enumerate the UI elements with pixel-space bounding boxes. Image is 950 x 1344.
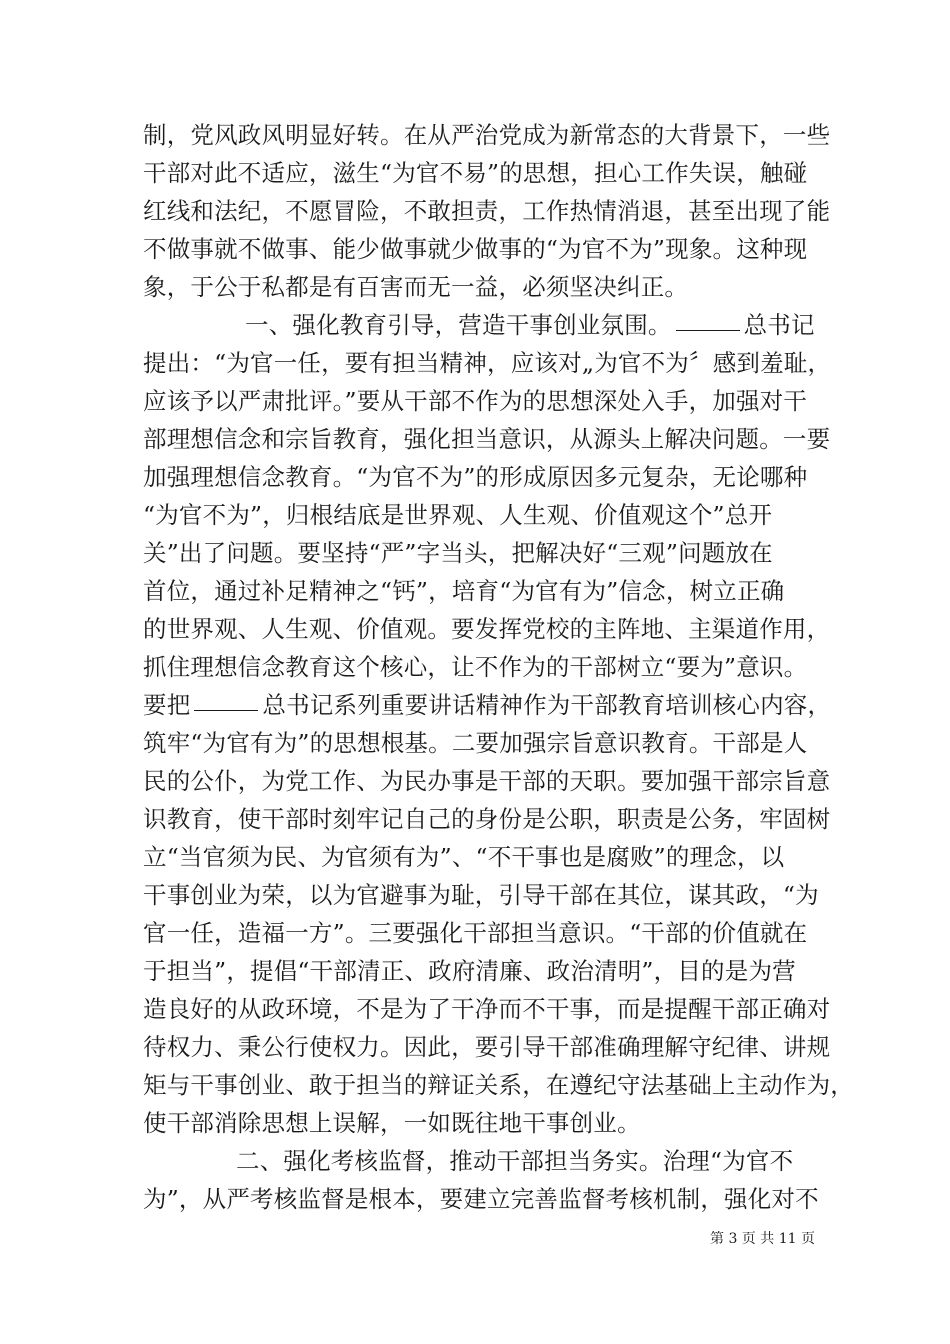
paragraph-text: 总书记系列重要讲话精神作为干部教育培训核心内容， (262, 691, 832, 719)
paragraph-line: 提出：“为官一任，要有担当精神，应该对„为官不为〞感到羞耻， (143, 349, 832, 377)
paragraph-text: 要把 (143, 691, 191, 719)
paragraph-line: 首位，通过补足精神之“钙”，培育“为官有为”信念，树立正确 (143, 577, 785, 605)
paragraph-line: 抓住理想信念教育这个核心，让不作为的干部树立“要为”意识。 (143, 653, 808, 681)
paragraph-line: 的世界观、人生观、价值观。要发挥党校的主阵地、主渠道作用， (143, 615, 831, 643)
paragraph-line: 矩与干事创业、敢于担当的辩证关系，在遵纪守法基础上主动作为， (143, 1071, 854, 1099)
paragraph-line: 不做事就不做事、能少做事就少做事的“为官不为”现象。这种现 (143, 235, 808, 263)
paragraph-line: 制，党风政风明显好转。在从严治党成为新常态的大背景下，一些 (143, 121, 831, 149)
section-two-heading: 二、强化考核监督，推动干部担当务实。治理“为官不 (236, 1147, 794, 1175)
paragraph-line: 干部对此不适应，滋生“为官不易”的思想，担心工作失误，触碰 (143, 159, 808, 187)
paragraph-line: 造良好的从政环境，不是为了干净而不干事，而是提醒干部正确对 (143, 995, 831, 1023)
paragraph-line (143, 691, 832, 719)
paragraph-line: 红线和法纪，不愿冒险，不敢担责，工作热情消退，甚至出现了能 (143, 197, 831, 225)
paragraph-line: 识教育，使干部时刻牢记自己的身份是公职，职责是公务，牢固树 (143, 805, 831, 833)
blank-underline (194, 709, 258, 711)
section-heading-line (245, 311, 925, 339)
paragraph-line: “为官不为”，归根结底是世界观、人生观、价值观这个”总开 (143, 501, 773, 529)
paragraph-line: 民的公仆，为党工作、为民办事是干部的天职。要加强干部宗旨意 (143, 767, 831, 795)
paragraph-line: 加强理想信念教育。“为官不为”的形成原因多元复杂，无论哪种 (143, 463, 808, 491)
paragraph-line: 部理想信念和宗旨教育，强化担当意识，从源头上解决问题。一要 (143, 425, 831, 453)
paragraph-line: 关”出了问题。要坚持“严”字当头，把解决好“三观”问题放在 (143, 539, 773, 567)
page-number: 第 3 页 共 11 页 (710, 1231, 815, 1247)
paragraph-text: 总书记 (743, 311, 815, 339)
paragraph-line: 干事创业为荣，以为官避事为耻，引导干部在其位，谋其政，“为 (143, 881, 819, 909)
paragraph-line: 立“当官须为民、为官须有为”、“不干事也是腐败”的理念，以 (143, 843, 785, 871)
blank-underline (676, 329, 740, 331)
paragraph-line: 筑牢“为官有为”的思想根基。二要加强宗旨意识教育。干部是人 (143, 729, 808, 757)
paragraph-line: 为”，从严考核监督是根本，要建立完善监督考核机制，强化对不 (143, 1185, 819, 1213)
paragraph-line: 待权力、秉公行使权力。因此，要引导干部准确理解守纪律、讲规 (143, 1033, 831, 1061)
paragraph-line: 使干部消除思想上误解，一如既往地干事创业。 (143, 1109, 641, 1137)
paragraph-line: 象，于公于私都是有百害而无一益，必须坚决纠正。 (143, 273, 689, 301)
paragraph-line: 于担当”，提倡“干部清正、政府清廉、政治清明”，目的是为营 (143, 957, 796, 985)
section-one-heading: 一、强化教育引导，营造干事创业氛围。 (245, 311, 672, 339)
paragraph-line: 官一任，造福一方”。三要强化干部担当意识。“干部的价值就在 (143, 919, 808, 947)
paragraph-line: 应该予以严肃批评。”要从干部不作为的思想深处入手，加强对干 (143, 387, 808, 415)
